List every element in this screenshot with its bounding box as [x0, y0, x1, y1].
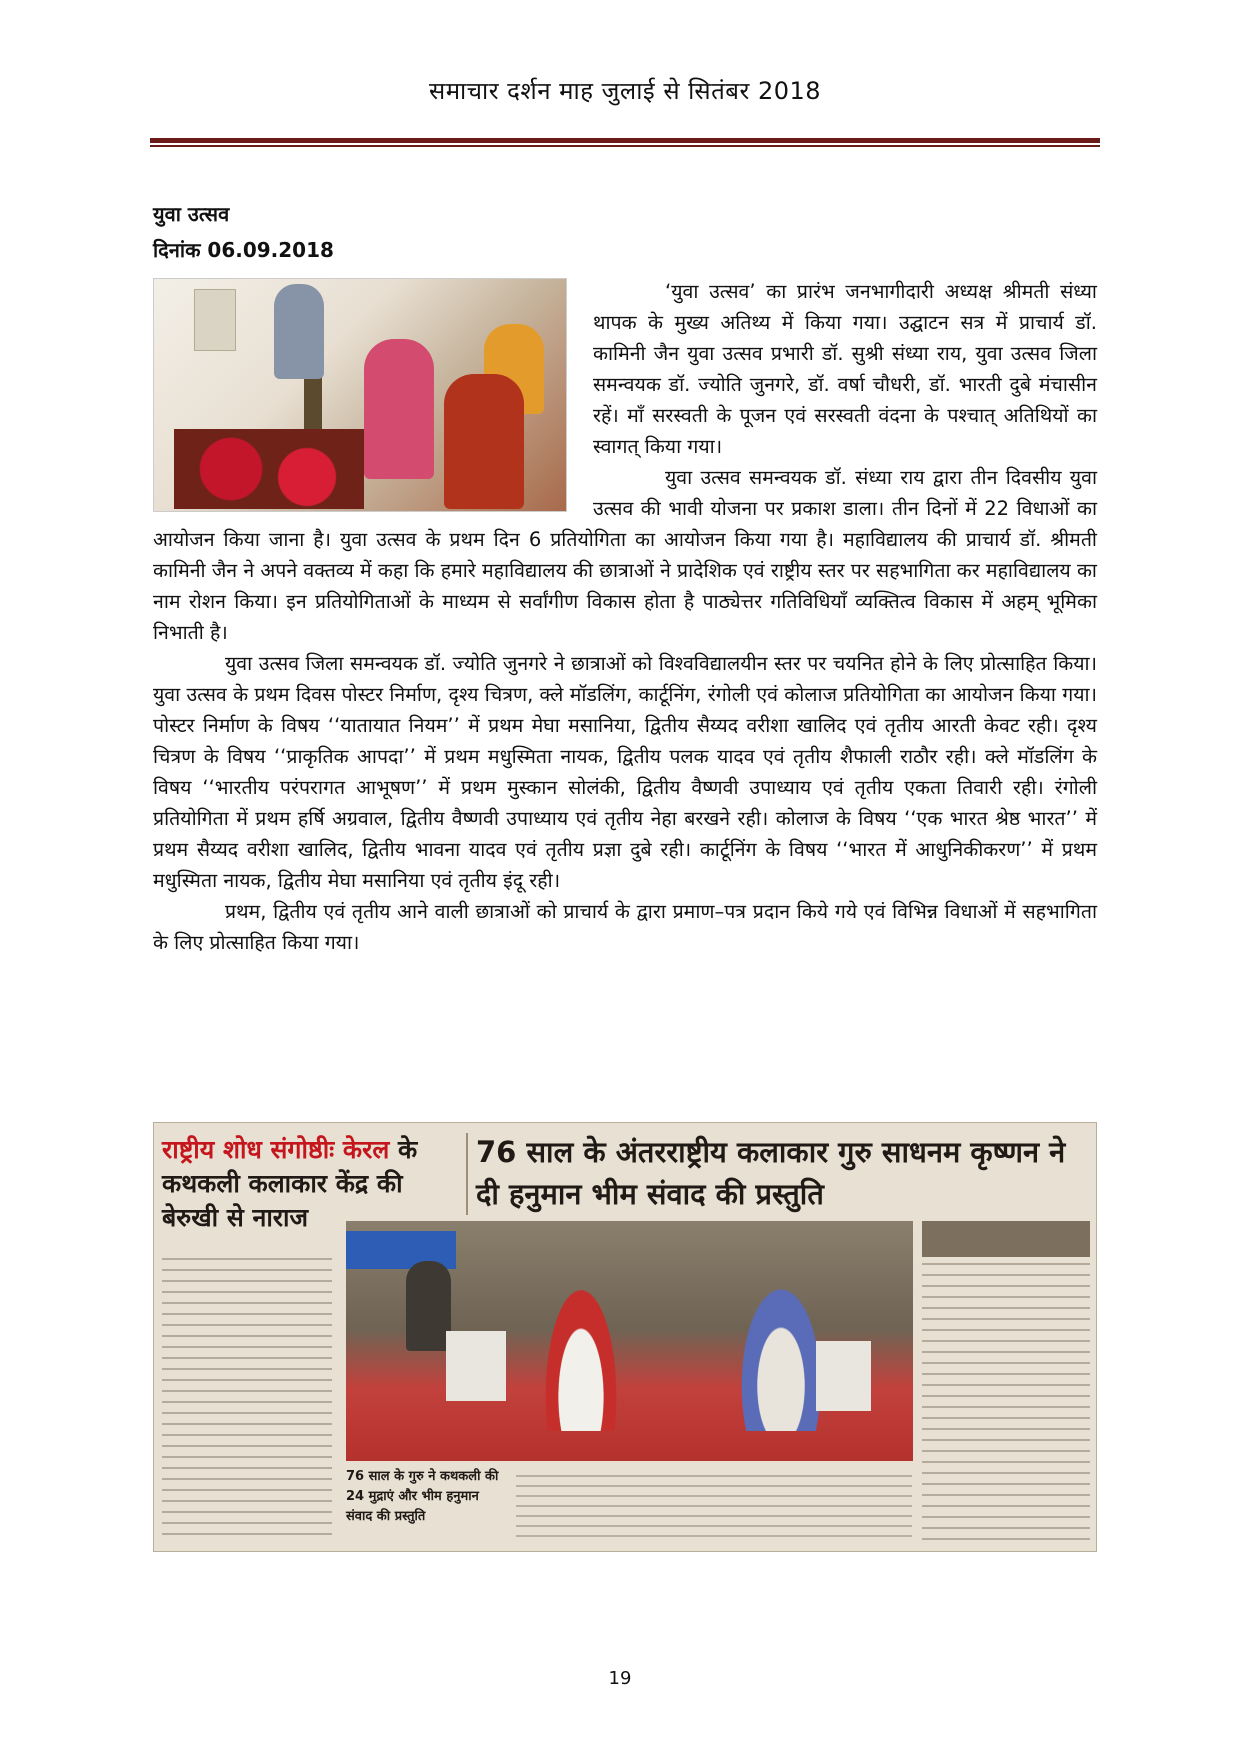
clipping-text-column: [516, 1467, 912, 1541]
photo-flowers: [174, 429, 364, 509]
photo-dancer: [536, 1261, 626, 1431]
clipping-photo: [346, 1221, 913, 1461]
clipping-divider: [466, 1133, 468, 1215]
clipping-sidebar-box: [922, 1221, 1090, 1257]
photo-chair: [816, 1341, 871, 1411]
page-number: 19: [608, 1668, 632, 1689]
photo-person: [274, 284, 324, 379]
clipping-caption: 76 साल के गुरु ने कथकली की 24 मुद्राएं और भीम हनुमान संवाद की प्रस्तुति: [346, 1469, 499, 1524]
paragraph: युवा उत्सव जिला समन्वयक डॉ. ज्योति जुनगरे ने छात्राओं को विश्वविद्यालयीन स्तर पर चयनित होने के लिए प्रोत्साहित किया। युवा उत्सव के प्रथम दिवस पोस्टर निर्माण, दृश्य चित्रण, क्ले मॉडलिंग, कार्टूनिंग, रंगोली एवं कोलाज प्रतियोगिता का आयोजन किया गया। पोस्टर निर्माण के विषय ‘‘यातायात नियम’’ में प्रथम मेघा मसानिया, द्वितीय सैय्यद वरीशा खालिद एवं तृतीय आरती केवट रही। दृश्य चित्रण के विषय ‘‘प्राकृतिक आपदा’’ में प्रथम मधुस्मिता नायक, द्वितीय पलक यादव एवं तृतीय शैफाली राठौर रही। क्ले मॉडलिंग के विषय ‘‘भारतीय परंपरागत आभूषण’’ में प्रथम मुस्कान सोलंकी, द्वितीय वैष्णवी उपाध्याय एवं तृतीय एकता तिवारी रही। रंगोली प्रतियोगिता में प्रथम हर्षि अग्रवाल, द्वितीय वैष्णवी उपाध्याय एवं तृतीय नेहा बरखने रही। कोलाज के विषय ‘‘एक भारत श्रेष्ठ भारत’’ में प्रथम सैय्यद वरीशा खालिद, द्वितीय भावना यादव एवं तृतीय प्रज्ञा दुबे रही। कार्टूनिंग के विषय ‘‘भारत में आधुनिकीकरण’’ में प्रथम मधुस्मिता नायक, द्वितीय मेघा मसानिया एवं तृतीय इंदू रही।: [153, 652, 1097, 892]
photo-chair: [446, 1331, 506, 1401]
section-date: दिनांक 06.09.2018: [153, 238, 334, 262]
photo-wall-frame: [194, 289, 236, 351]
photo-person: [444, 374, 524, 509]
clipping-right-headline: 76 साल के अंतरराष्ट्रीय कलाकार गुरु साधनम कृष्णन ने दी हनुमान भीम संवाद की प्रस्तुति: [476, 1135, 1066, 1211]
paragraph: प्रथम, द्वितीय एवं तृतीय आने वाली छात्राओं को प्राचार्य के द्वारा प्रमाण–पत्र प्रदान किये गये एवं विभिन्न विधाओं में सहभागिता के लिए प्रोत्साहित किया गया।: [153, 900, 1097, 954]
paragraph: युवा उत्सव समन्वयक डॉ. संध्या राय द्वारा तीन दिवसीय युवा उत्सव की भावी योजना पर प्रकाश डाला। तीन दिनों में 22 विधाओं का आयोजन किया जाना है। युवा उत्सव के प्रथम दिन 6 प्रतियोगिता का आयोजन किया गया है। महाविद्यालय की प्राचार्य डॉ. श्रीमती कामिनी जैन ने अपने वक्तव्य में कहा कि हमारे महाविद्यालय की छात्राओं ने प्रादेशिक एवं राष्ट्रीय स्तर पर सहभागिता कर महाविद्यालय का नाम रोशन किया। इन प्रतियोगिताओं के माध्यम से सर्वांगीण विकास होता है पाठ्येत्तर गतिविधियाँ व्यक्तित्व विकास में अहम् भूमिका निभाती है।: [153, 466, 1097, 644]
clipping-text-column: [922, 1221, 1090, 1541]
paragraph: ‘युवा उत्सव’ का प्रारंभ जनभागीदारी अध्यक्ष श्रीमती संध्या थापक के मुख्य अतिथ्य में किया गया। उद्घाटन सत्र में प्राचार्य डॉ. कामिनी जैन युवा उत्सव प्रभारी डॉ. सुश्री संध्या राय, युवा उत्सव जिला समन्वयक डॉ. ज्योति जुनगरे, डॉ. वर्षा चौधरी, डॉ. भारती दुबे मंचासीन रहें। माँ सरस्वती के पूजन एवं सरस्वती वंदना के पश्चात् अतिथियों का स्वागत् किया गया।: [593, 280, 1097, 458]
header-rule-thin: [150, 145, 1100, 147]
section-title: युवा उत्सव: [153, 202, 230, 226]
event-photo: [153, 278, 567, 512]
page-header: समाचार दर्शन माह जुलाई से सितंबर 2018: [428, 77, 822, 105]
clipping-text-column: [162, 1249, 332, 1539]
photo-musician: [406, 1261, 451, 1351]
article-body: [153, 276, 1097, 958]
clipping-left-headline-black: के कथकली कलाकार केंद्र की बेरुखी से नाराज: [162, 1135, 418, 1232]
photo-person: [364, 339, 434, 479]
clipping-left-headline-red: राष्ट्रीय शोध संगोष्ठीः केरल: [162, 1135, 390, 1164]
newspaper-clipping: [153, 1122, 1097, 1552]
clipping-left-headline: [162, 1133, 462, 1235]
header-rule: [150, 138, 1100, 143]
